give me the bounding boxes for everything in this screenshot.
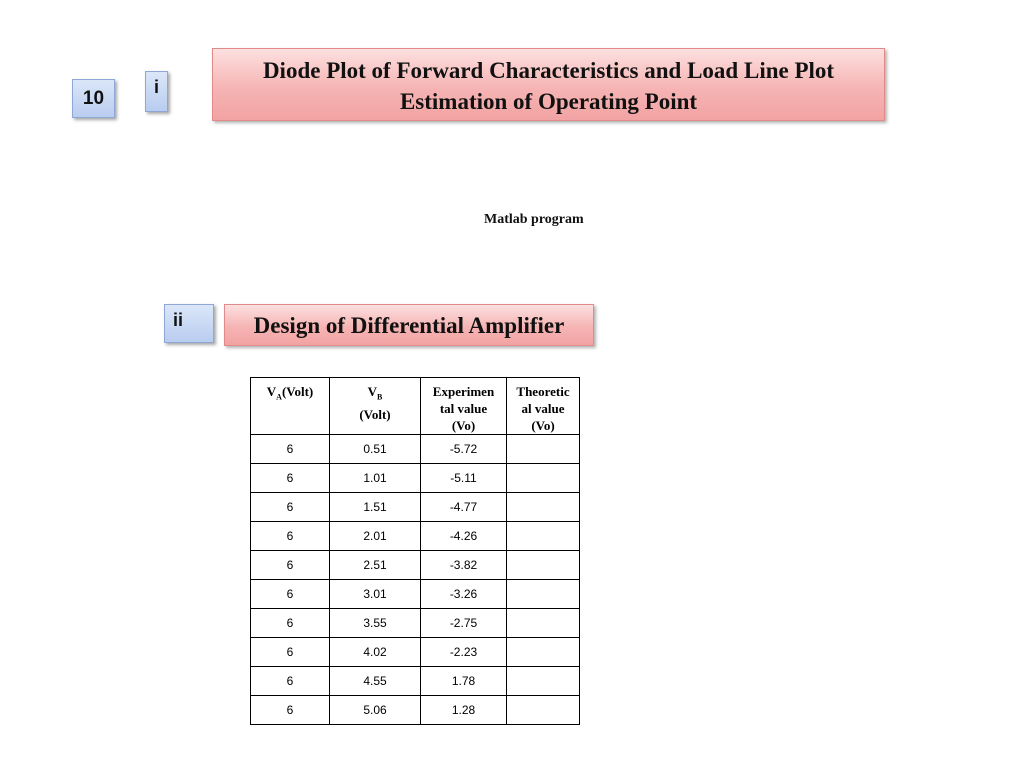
cell-vb: 2.01 [330,522,421,551]
cell-vb: 3.55 [330,609,421,638]
cell-theoretical [507,522,580,551]
cell-va: 6 [251,696,330,725]
cell-experimental: -4.26 [421,522,507,551]
part-i-label: i [153,77,159,97]
part-i-badge [145,71,168,112]
cell-experimental: -5.11 [421,464,507,493]
table-row [251,464,580,493]
header-va: $V_A(Volt)$ [251,378,330,435]
table-row [251,522,580,551]
cell-vb: 4.02 [330,638,421,667]
cell-theoretical [507,464,580,493]
table-row [251,580,580,609]
experiment-number-badge [72,79,115,118]
table-header-row [251,378,580,435]
table-row [251,493,580,522]
cell-experimental: -3.26 [421,580,507,609]
cell-vb: 4.55 [330,667,421,696]
cell-theoretical [507,638,580,667]
table-row [251,667,580,696]
differential-amplifier-title: Design of Differential Amplifier [253,313,565,338]
cell-experimental: -2.75 [421,609,507,638]
differential-amplifier-table [250,377,580,725]
differential-amplifier-title-box [224,304,594,346]
cell-va: 6 [251,609,330,638]
cell-experimental: 1.28 [421,696,507,725]
header-vb: $V_B$ (Volt) [330,378,421,435]
diode-plot-title-line1: Diode Plot of Forward Characteristics and Load Line Plot [262,58,835,83]
cell-va: 6 [251,522,330,551]
cell-theoretical [507,667,580,696]
cell-experimental: -2.23 [421,638,507,667]
table-row [251,638,580,667]
diode-plot-title-line2: Estimation of Operating Point [399,89,698,114]
cell-va: 6 [251,435,330,464]
cell-experimental: 1.78 [421,667,507,696]
table-row [251,551,580,580]
cell-vb: 5.06 [330,696,421,725]
cell-va: 6 [251,493,330,522]
cell-va: 6 [251,464,330,493]
cell-vb: 1.01 [330,464,421,493]
cell-theoretical [507,493,580,522]
cell-va: 6 [251,551,330,580]
table-row [251,609,580,638]
table-row [251,696,580,725]
cell-theoretical [507,551,580,580]
cell-experimental: -5.72 [421,435,507,464]
header-theoretical: Theoretic al value (Vo) [507,378,580,435]
cell-vb: 3.01 [330,580,421,609]
cell-theoretical [507,580,580,609]
cell-theoretical [507,609,580,638]
part-ii-badge [164,304,214,343]
cell-experimental: -4.77 [421,493,507,522]
cell-va: 6 [251,667,330,696]
header-experimental: Experimen tal value (Vo) [421,378,507,435]
cell-theoretical [507,696,580,725]
cell-experimental: -3.82 [421,551,507,580]
cell-vb: 2.51 [330,551,421,580]
cell-vb: 0.51 [330,435,421,464]
cell-va: 6 [251,580,330,609]
diode-plot-title-box [212,48,885,121]
part-ii-label: ii [173,310,184,330]
experiment-number: 10 [82,87,105,109]
cell-va: 6 [251,638,330,667]
cell-theoretical [507,435,580,464]
cell-vb: 1.51 [330,493,421,522]
matlab-program-label: Matlab program [484,212,584,227]
table-row [251,435,580,464]
